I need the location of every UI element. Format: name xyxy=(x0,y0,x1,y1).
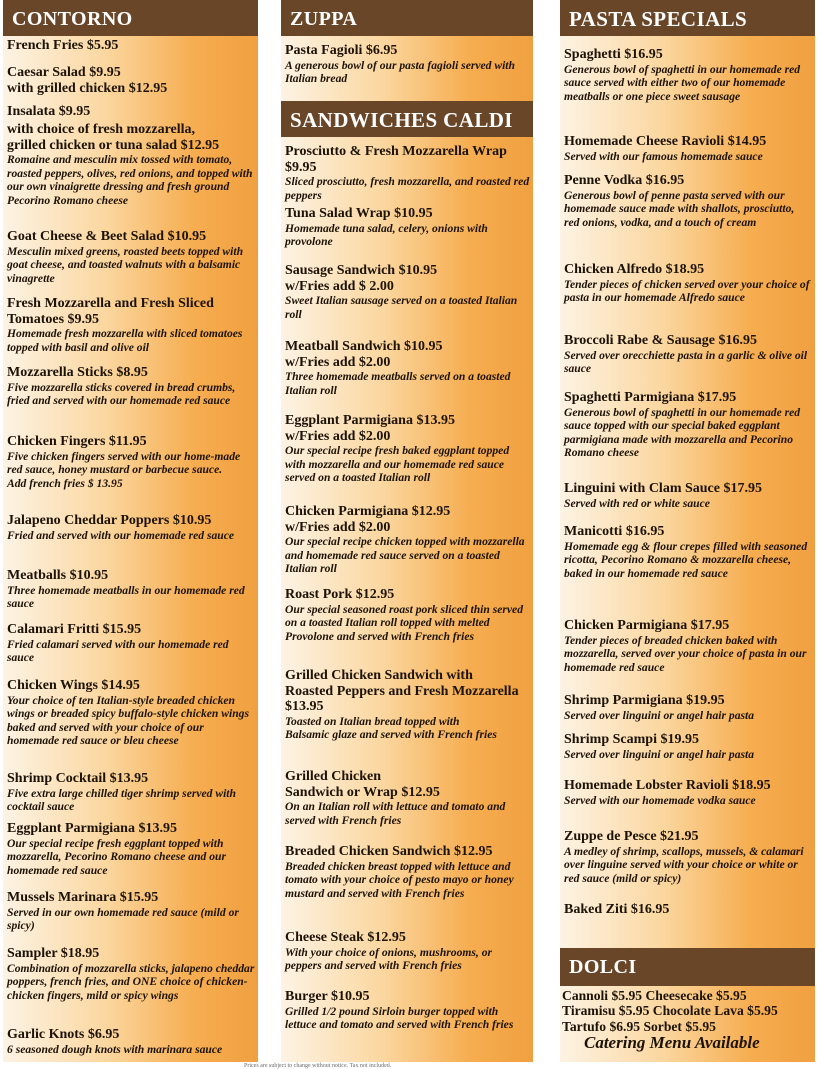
menu-item-name: Burger $10.95 xyxy=(285,989,370,1004)
menu-item xyxy=(285,263,530,321)
menu-item-description: Served with red or white sauce xyxy=(564,496,710,510)
menu-item-name: Fresh Mozzarella and Fresh Sliced Tomatoes $9.95 xyxy=(7,296,214,327)
menu-item xyxy=(285,206,530,249)
menu-item xyxy=(285,769,530,827)
menu-item-name: Grilled Chicken Sandwich with Roasted Peppers and Fresh Mozzarella $13.95 xyxy=(285,668,519,715)
menu-item-description: Tender pieces of chicken served over your choice of pasta in our homemade Alfredo sauce xyxy=(564,277,810,305)
menu-item-name: Grilled Chicken Sandwich or Wrap $12.95 xyxy=(285,769,440,800)
menu-item-description: Fried and served with our homemade red sauce xyxy=(7,528,235,542)
zuppa-header: ZUPPA xyxy=(281,0,533,36)
menu-item xyxy=(564,262,812,305)
menu-item xyxy=(564,732,812,761)
menu-item xyxy=(7,122,255,208)
menu-item-description: A medley of shrimp, scallops, mussels, & calamari over linguine served with your choice or white or red sauce (mild or spicy) xyxy=(564,844,804,885)
menu-item-name: Chicken Alfredo $18.95 xyxy=(564,262,705,277)
menu-item-description: Our special recipe fresh baked eggplant topped with mozzarella and our homemade red sauce served on a toasted Italian roll xyxy=(285,444,510,485)
menu-item xyxy=(7,946,255,1002)
menu-item-description: 6 seasoned dough knots with marinara sauce xyxy=(7,1042,223,1056)
menu-item xyxy=(7,38,255,54)
menu-item xyxy=(7,513,255,542)
menu-item xyxy=(7,365,255,408)
menu-item-name: Chicken Parmigiana $17.95 xyxy=(564,618,730,633)
menu-item-description: Our special recipe chicken topped with mozzarella and homemade red sauce served on a toasted Italian roll xyxy=(285,535,525,576)
menu-item-name: Roast Pork $12.95 xyxy=(285,587,395,602)
menu-item-name: French Fries $5.95 xyxy=(7,38,119,53)
menu-item-name: with choice of fresh mozzarella, grilled chicken or tuna salad $12.95 xyxy=(7,122,220,153)
menu-item-description: A generous bowl of our pasta fagioli served with Italian bread xyxy=(285,58,515,86)
menu-item xyxy=(285,504,530,576)
menu-item-description: Five mozzarella sticks covered in bread crumbs, fried and served with our homemade red sauce xyxy=(7,380,236,408)
menu-item xyxy=(285,989,530,1032)
menu-item-description: Served over linguini or angel hair pasta xyxy=(564,708,755,722)
menu-item xyxy=(7,678,255,748)
menu-item xyxy=(564,693,812,722)
menu-item-name: Jalapeno Cheddar Poppers $10.95 xyxy=(7,513,212,528)
dolci-line: Tiramisu $5.95 Chocolate Lava $5.95 xyxy=(562,1003,778,1019)
menu-item-description: Generous bowl of spaghetti in our homemade red sauce topped with our special baked eggplant parmigiana made with mozzarella and Pecorino Romano cheese xyxy=(564,405,801,460)
menu-item-name: Spaghetti Parmigiana $17.95 xyxy=(564,390,737,405)
sandwich-column xyxy=(281,0,533,1062)
menu-item-name: Penne Vodka $16.95 xyxy=(564,173,685,188)
menu-item-description: Romaine and mesculin mix tossed with tomato, roasted peppers, olives, red onions, and topped with our own vinaigrette dressing and fresh ground Pecorino Romano cheese xyxy=(7,153,253,207)
menu-item xyxy=(7,434,255,490)
menu-item-name: Cheese Steak $12.95 xyxy=(285,930,406,945)
menu-item-name: Goat Cheese & Beet Salad $10.95 xyxy=(7,229,207,244)
menu-item-description: Served over orecchiette pasta in a garlic & olive oil sauce xyxy=(564,348,808,376)
menu-item-description: Served with our homemade vodka sauce xyxy=(564,793,756,807)
menu-item-name: Eggplant Parmigiana $13.95 xyxy=(7,821,177,836)
menu-item xyxy=(285,413,530,485)
menu-item-description: Fried calamari served with our homemade red sauce xyxy=(7,637,229,665)
menu-item-name: Chicken Fingers $11.95 xyxy=(7,434,147,449)
menu-item-description: Sweet Italian sausage served on a toasted Italian roll xyxy=(285,294,518,321)
menu-item-name: Garlic Knots $6.95 xyxy=(7,1027,120,1042)
menu-item xyxy=(7,622,255,665)
menu-item-name: Caesar Salad $9.95 with grilled chicken $12.95 xyxy=(7,65,168,96)
menu-item-description: Our special seasoned roast pork sliced thin served on a toasted Italian roll topped with melted Provolone and served with French fries xyxy=(285,602,523,643)
menu-item xyxy=(564,481,812,510)
menu-item xyxy=(564,333,812,376)
menu-item xyxy=(285,930,530,973)
sandwiches-header: SANDWICHES CALDI xyxy=(281,101,533,137)
menu-item-name: Spaghetti $16.95 xyxy=(564,47,663,62)
menu-item-name: Shrimp Parmigiana $19.95 xyxy=(564,693,725,708)
dolci-line: Cannoli $5.95 Cheesecake $5.95 xyxy=(562,988,747,1003)
menu-item xyxy=(7,568,255,611)
menu-item xyxy=(564,390,812,460)
menu-item-description: Homemade fresh mozzarella with sliced tomatoes topped with basil and olive oil xyxy=(7,327,243,354)
menu-item xyxy=(285,339,530,397)
menu-item-description: Five extra large chilled tiger shrimp served with cocktail sauce xyxy=(7,786,236,814)
menu-item-name: Breaded Chicken Sandwich $12.95 xyxy=(285,844,493,859)
menu-item-name: Chicken Parmigiana $12.95 w/Fries add $2.00 xyxy=(285,504,451,535)
menu-item-name: Chicken Wings $14.95 xyxy=(7,678,140,693)
menu-item xyxy=(7,65,255,96)
menu-item xyxy=(564,173,812,229)
contorno-header: CONTORNO xyxy=(3,0,258,36)
menu-item xyxy=(7,890,255,933)
menu-item xyxy=(7,296,255,354)
menu-item-name: Prosciutto & Fresh Mozzarella Wrap $9.95 xyxy=(285,144,507,175)
pasta-header: PASTA SPECIALS xyxy=(560,0,815,36)
menu-item xyxy=(7,1027,255,1056)
menu-item-name: Meatballs $10.95 xyxy=(7,568,109,583)
menu-item-name: Sampler $18.95 xyxy=(7,946,100,961)
menu-item-description: Served over linguini or angel hair pasta xyxy=(564,747,755,761)
dolci-header: DOLCI xyxy=(560,948,815,986)
menu-item-name: Manicotti $16.95 xyxy=(564,524,665,539)
menu-item-description: Mesculin mixed greens, roasted beets topped with goat cheese, and toasted walnuts with a balsamic vinagrette xyxy=(7,244,244,285)
menu-item-name: Shrimp Cocktail $13.95 xyxy=(7,771,149,786)
menu-item-name: Pasta Fagioli $6.95 xyxy=(285,43,398,58)
menu-item-name: Insalata $9.95 xyxy=(7,104,91,119)
menu-item-description: Served in our own homemade red sauce (mild or spicy) xyxy=(7,905,239,933)
menu-item-description: Tender pieces of breaded chicken baked with mozzarella, served over your choice of pasta in our homemade red sauce xyxy=(564,633,807,674)
menu-item xyxy=(285,144,530,202)
menu-item-name: Broccoli Rabe & Sausage $16.95 xyxy=(564,333,758,348)
menu-item-name: Sausage Sandwich $10.95 w/Fries add $ 2.00 xyxy=(285,263,438,294)
menu-item-description: Our special recipe fresh eggplant topped with mozzarella, Pecorino Romano cheese and our homemade red sauce xyxy=(7,836,227,877)
pasta-column xyxy=(560,0,815,1062)
menu-item xyxy=(285,43,530,86)
contorno-column xyxy=(3,0,258,1062)
menu-item xyxy=(7,771,255,814)
menu-item-description: Generous bowl of penne pasta served with our homemade sauce made with shallots, prosciutto, red onions, vodka, and a touch of cream xyxy=(564,188,795,229)
menu-item-name: Mozzarella Sticks $8.95 xyxy=(7,365,148,380)
menu-item xyxy=(285,587,530,643)
menu-item-description: Three homemade meatballs served on a toasted Italian roll xyxy=(285,370,511,397)
menu-item xyxy=(7,104,255,120)
menu-item xyxy=(564,134,812,163)
menu-item xyxy=(564,902,812,918)
menu-item xyxy=(7,229,255,285)
menu-item-description: Grilled 1/2 pound Sirloin burger topped with lettuce and tomato and served with French fries xyxy=(285,1004,514,1032)
menu-item-description: Served with our famous homemade sauce xyxy=(564,149,763,163)
menu-item-description: Breaded chicken breast topped with lettuce and tomato with your choice of pesto mayo or honey mustard and served with French fries xyxy=(285,859,514,900)
menu-item-name: Mussels Marinara $15.95 xyxy=(7,890,159,905)
menu-item xyxy=(285,844,530,900)
menu-item-name: Homemade Cheese Ravioli $14.95 xyxy=(564,134,767,149)
menu-item-description: With your choice of onions, mushrooms, or peppers and served with French fries xyxy=(285,945,493,973)
catering-note: Catering Menu Available xyxy=(584,1033,760,1053)
menu-item xyxy=(564,47,812,103)
dolci-line: Tartufo $6.95 Sorbet $5.95 xyxy=(562,1018,716,1034)
menu-item-description: Generous bowl of spaghetti in our homemade red sauce served with either two of our homemade meatballs or one piece sweet sausage xyxy=(564,62,801,103)
menu-item xyxy=(564,778,812,807)
menu-item-name: Eggplant Parmigiana $13.95 w/Fries add $2.00 xyxy=(285,413,455,444)
menu-item xyxy=(7,821,255,877)
menu-item-name: Calamari Fritti $15.95 xyxy=(7,622,142,637)
menu-item-name: Homemade Lobster Ravioli $18.95 xyxy=(564,778,771,793)
menu-item-name: Meatball Sandwich $10.95 w/Fries add $2.00 xyxy=(285,339,443,370)
menu-item-description: Sliced prosciutto, fresh mozzarella, and roasted red peppers xyxy=(285,175,530,202)
menu-item-description: Homemade tuna salad, celery, onions with provolone xyxy=(285,221,488,249)
menu-item xyxy=(564,829,812,885)
menu-item-description: Five chicken fingers served with our home-made red sauce, honey mustard or barbecue sauce. Add french fries $ 13.95 xyxy=(7,449,241,490)
menu-item-name: Tuna Salad Wrap $10.95 xyxy=(285,206,433,221)
dolci-list xyxy=(562,988,815,1052)
menu-item-description: Combination of mozzarella sticks, jalapeno cheddar poppers, french fries, and ONE choice of chicken- chicken fingers, mild or spicy wings xyxy=(7,961,255,1002)
menu-item-description: Toasted on Italian bread topped with Balsamic glaze and served with French fries xyxy=(285,714,497,742)
menu-item-description: On an Italian roll with lettuce and tomato and served with French fries xyxy=(285,800,506,827)
menu-item xyxy=(285,668,530,742)
menu-item-name: Shrimp Scampi $19.95 xyxy=(564,732,699,747)
menu-item-description: Homemade egg & flour crepes filled with seasoned ricotta, Pecorino Romano & mozzarella cheese, baked in our homemade red sauce xyxy=(564,539,808,580)
menu-item-name: Baked Ziti $16.95 xyxy=(564,902,670,917)
menu-item-name: Zuppe de Pesce $21.95 xyxy=(564,829,699,844)
menu-item-description: Three homemade meatballs in our homemade red sauce xyxy=(7,583,245,611)
menu-item xyxy=(564,618,812,674)
footer-note: Prices are subject to change without notice. Tax not included. xyxy=(244,1063,392,1069)
menu-item-description: Your choice of ten Italian-style breaded chicken wings or breaded spicy buffalo-style chicken wings baked and served with your choice of our homemade red sauce or bleu cheese xyxy=(7,693,249,748)
menu-item-name: Linguini with Clam Sauce $17.95 xyxy=(564,481,762,496)
menu-item xyxy=(564,524,812,580)
